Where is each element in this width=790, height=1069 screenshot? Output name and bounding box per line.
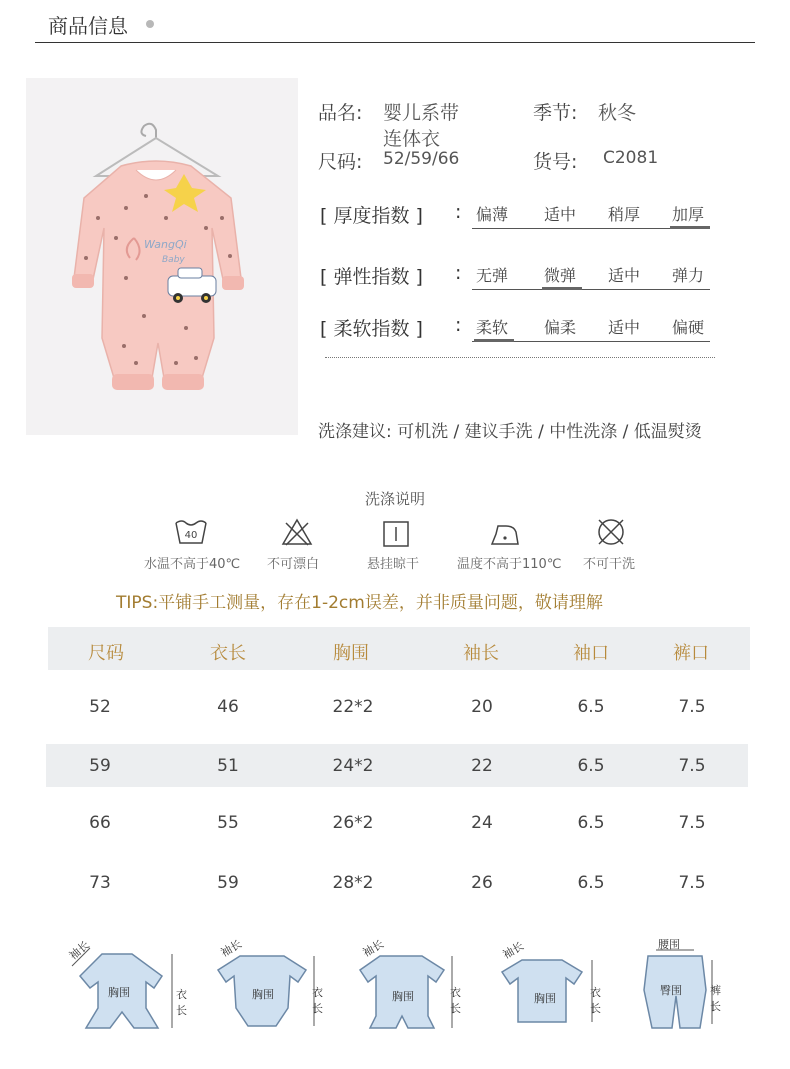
- table-cell: 26*2: [332, 813, 374, 833]
- wash-label: 水温不高于40℃: [144, 557, 241, 572]
- sleeve-label: 袖长: [360, 937, 387, 960]
- size-value: 52/59/66: [383, 149, 460, 169]
- rating-label: [ 弹性指数 ]: [320, 266, 423, 288]
- rating-option: 稍厚: [607, 205, 640, 224]
- rating-option: 偏薄: [475, 205, 508, 224]
- table-cell: 6.5: [577, 873, 605, 893]
- iron-low-icon: [488, 520, 522, 550]
- product-photo: [26, 78, 298, 435]
- table-cell: 7.5: [678, 813, 706, 833]
- table-cell: 24*2: [332, 756, 374, 776]
- svg-text:Baby: Baby: [162, 255, 185, 265]
- header-chest: 胸围: [333, 643, 369, 664]
- pants-length-top: 裤: [710, 984, 721, 997]
- chest-label: 胸围: [108, 986, 130, 999]
- svg-text:WangQi: WangQi: [144, 238, 187, 251]
- rating-option: 微弹: [543, 266, 576, 285]
- sleeve-label: 袖长: [66, 938, 92, 963]
- name-label: 品名:: [318, 102, 363, 124]
- rating-label: [ 厚度指数 ]: [320, 205, 423, 227]
- diagram-romper: [62, 936, 192, 1040]
- length-label-top: 衣: [450, 986, 461, 999]
- diagram-shirt: [498, 936, 608, 1040]
- table-cell: 73: [89, 873, 111, 893]
- rating-colon: :: [455, 262, 462, 284]
- hang-dry-label: 悬挂晾干: [367, 557, 420, 572]
- table-cell: 6.5: [577, 697, 605, 717]
- rating-colon: :: [455, 201, 462, 223]
- rating-label: [ 柔软指数 ]: [320, 318, 423, 340]
- wash-40-icon: [174, 517, 208, 547]
- chest-label: 胸围: [252, 988, 274, 1001]
- header-length: 衣长: [210, 643, 246, 664]
- diagram-romper-short: [356, 936, 466, 1040]
- waist-label: 腰围: [658, 938, 680, 951]
- table-cell: 46: [217, 697, 239, 717]
- table-cell: 24: [471, 813, 493, 833]
- header-cuff: 袖口: [573, 643, 609, 664]
- table-cell: 6.5: [577, 813, 605, 833]
- length-label-bottom: 长: [312, 1002, 323, 1015]
- table-cell: 22*2: [332, 697, 374, 717]
- rating-option: 弹力: [671, 266, 704, 285]
- table-cell: 28*2: [332, 873, 374, 893]
- baby-romper-illustration: [26, 78, 298, 435]
- length-label-top: 衣: [312, 986, 323, 999]
- no-dry-clean-icon: [594, 517, 628, 547]
- item-no-value: C2081: [603, 148, 659, 168]
- rating-option: 无弹: [475, 266, 508, 285]
- season-value: 秋冬: [598, 102, 637, 124]
- rating-option: 加厚: [671, 205, 704, 224]
- chest-label: 胸围: [534, 992, 556, 1005]
- table-cell: 51: [217, 756, 239, 776]
- title-divider: [35, 42, 755, 43]
- size-label: 尺码:: [318, 151, 363, 173]
- length-label-top: 衣: [176, 988, 187, 1001]
- rating-scale-line: [472, 289, 710, 290]
- rating-colon: :: [455, 314, 462, 336]
- rating-selected-marker: [474, 339, 514, 342]
- name-value-line1: 婴儿系带: [383, 102, 460, 124]
- chest-label: 胸围: [392, 990, 414, 1003]
- table-cell: 20: [471, 697, 493, 717]
- rating-option: 偏柔: [543, 318, 576, 337]
- name-value-line2: 连体衣: [383, 128, 441, 150]
- rating-option: 适中: [607, 318, 640, 337]
- table-cell: 7.5: [678, 756, 706, 776]
- rating-option: 偏硬: [671, 318, 704, 337]
- tips-text: TIPS:平铺手工测量，存在1-2cm误差，并非质量问题，敬请理解: [116, 593, 603, 613]
- hang-dry-icon: [380, 520, 414, 550]
- section-title: 商品信息: [48, 14, 128, 38]
- diagram-pants: [636, 932, 736, 1036]
- pants-length-bottom: 长: [710, 1000, 721, 1013]
- sleeve-label: 袖长: [218, 937, 245, 960]
- table-cell: 7.5: [678, 873, 706, 893]
- table-cell: 59: [217, 873, 239, 893]
- item-no-label: 货号:: [533, 151, 578, 173]
- rating-option: 适中: [607, 266, 640, 285]
- table-header-row: [48, 627, 750, 670]
- rating-option: 柔软: [475, 318, 508, 337]
- table-cell: 59: [89, 756, 111, 776]
- season-label: 季节:: [533, 102, 578, 124]
- length-label-bottom: 长: [176, 1004, 187, 1017]
- table-row-shade: [46, 744, 748, 787]
- length-label-bottom: 长: [450, 1002, 461, 1015]
- no-bleach-icon: [280, 517, 314, 547]
- table-cell: 66: [89, 813, 111, 833]
- rating-selected-marker: [542, 287, 582, 290]
- no-bleach-label: 不可漂白: [267, 557, 320, 572]
- sleeve-label: 袖长: [500, 939, 527, 962]
- iron-label: 温度不高于110℃: [457, 557, 562, 572]
- wash-instructions-title: 洗涤说明: [365, 490, 426, 508]
- table-cell: 52: [89, 697, 111, 717]
- wash-temp-text: 40: [184, 530, 198, 541]
- table-cell: 7.5: [678, 697, 706, 717]
- header-leg: 裤口: [673, 643, 709, 664]
- length-label-top: 衣: [590, 986, 601, 999]
- table-cell: 22: [471, 756, 493, 776]
- hip-label: 臀围: [660, 984, 682, 997]
- wash-advice: 洗涤建议: 可机洗 / 建议手洗 / 中性洗涤 / 低温熨烫: [318, 422, 702, 442]
- header-size: 尺码: [88, 643, 124, 664]
- rating-selected-marker: [670, 226, 710, 229]
- table-cell: 6.5: [577, 756, 605, 776]
- header-sleeve: 袖长: [463, 643, 499, 664]
- length-label-bottom: 长: [590, 1002, 601, 1015]
- table-cell: 55: [217, 813, 239, 833]
- diagram-bodysuit-short: [214, 936, 324, 1040]
- no-dry-clean-label: 不可干洗: [583, 557, 636, 572]
- title-dot: [146, 20, 154, 28]
- table-cell: 26: [471, 873, 493, 893]
- dotted-divider: [325, 357, 715, 358]
- rating-option: 适中: [543, 205, 576, 224]
